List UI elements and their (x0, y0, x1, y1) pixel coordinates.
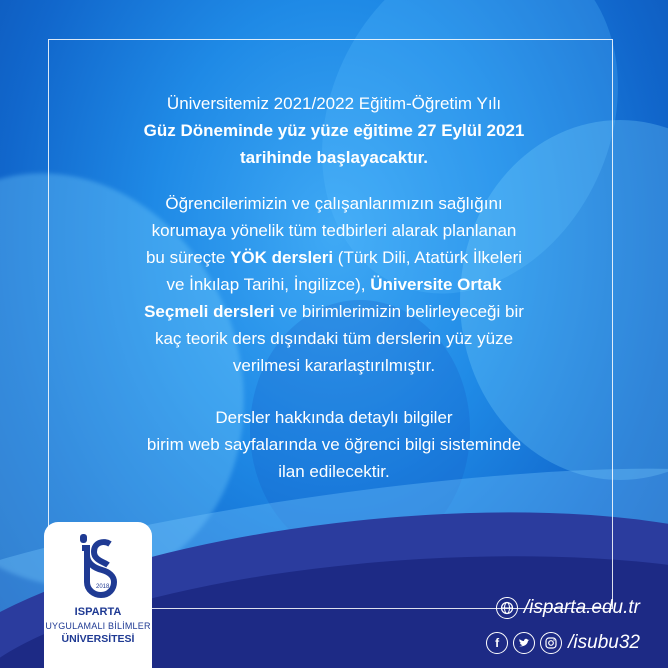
footer-line: birim web sayfalarında ve öğrenci bilgi sisteminde (146, 435, 522, 454)
twitter-icon[interactable] (513, 632, 535, 654)
logo-line: UYGULAMALI BİLİMLER (45, 621, 151, 631)
website-link[interactable] (491, 597, 640, 619)
body-line (60, 298, 608, 325)
heading-line-bold: tarihinde başlayacaktır. (239, 148, 429, 167)
body-line (60, 244, 608, 271)
logo-line: ISPARTA (74, 606, 122, 618)
announcement-body (60, 190, 608, 379)
university-logo[interactable] (44, 522, 152, 668)
logo-emblem-icon (74, 532, 122, 602)
text-bold: Seçmeli dersleri (144, 302, 275, 321)
facebook-icon[interactable]: f (486, 632, 508, 654)
text-span: ve birimlerimizin belirleyeceği bir (274, 302, 524, 321)
website-url: /isparta.edu.tr (523, 597, 640, 618)
logo-year: 2018 (96, 584, 110, 590)
body-line: kaç teorik ders dışındaki tüm derslerin yüz yüze (154, 329, 514, 348)
body-line (60, 271, 608, 298)
logo-line: ÜNİVERSİTESİ (61, 633, 135, 645)
footer-line: Dersler hakkında detaylı bilgiler (215, 408, 453, 427)
instagram-icon[interactable] (540, 632, 562, 654)
text-span: ve İnkılap Tarihi, İngilizce), (166, 275, 371, 294)
announcement-footer (60, 404, 608, 485)
text-span: bu süreçte (145, 248, 231, 267)
social-handle: /isubu32 (568, 632, 640, 653)
text-bold: Üniversite Ortak (370, 275, 502, 294)
announcement-heading (60, 90, 608, 171)
heading-line: Üniversitemiz 2021/2022 Eğitim-Öğretim Yılı (166, 94, 502, 113)
body-line: korumaya yönelik tüm tedbirleri alarak planlanan (151, 221, 517, 240)
body-line: verilmesi kararlaştırılmıştır. (232, 356, 436, 375)
text-bold: YÖK dersleri (230, 248, 334, 267)
text-span: (Türk Dili, Atatürk İlkeleri (333, 248, 523, 267)
body-line: Öğrencilerimizin ve çalışanlarımızın sağlığını (165, 194, 503, 213)
footer-line: ilan edilecektir. (278, 462, 390, 481)
heading-line-bold: Güz Döneminde yüz yüze eğitime 27 Eylül 2021 (143, 121, 525, 140)
social-media-links (481, 632, 640, 654)
globe-icon (496, 597, 518, 619)
